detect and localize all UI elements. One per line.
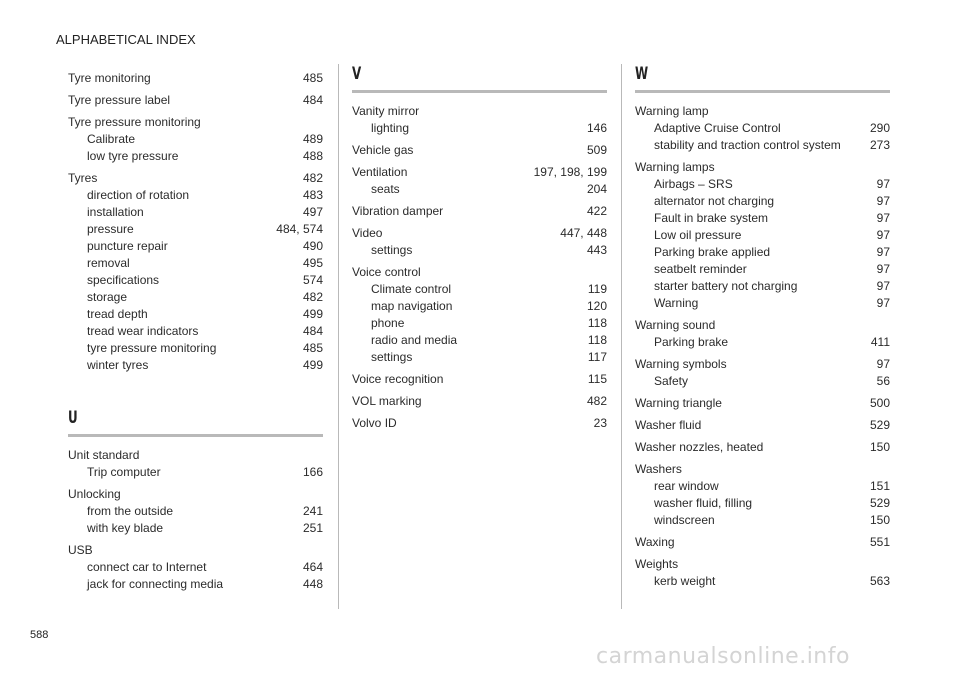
index-page-ref: 499 bbox=[302, 358, 323, 372]
index-subentry-row bbox=[635, 210, 890, 227]
index-subterm: Fault in brake system bbox=[654, 211, 769, 225]
index-term: USB bbox=[68, 543, 93, 557]
index-subterm: Climate control bbox=[371, 282, 452, 296]
index-term: Vibration damper bbox=[352, 204, 444, 218]
index-subterm: phone bbox=[371, 316, 405, 330]
index-subterm: tyre pressure monitoring bbox=[87, 341, 217, 355]
index-entry bbox=[635, 556, 890, 590]
index-entry bbox=[352, 371, 607, 388]
index-subentry-row bbox=[352, 298, 607, 315]
index-page-ref: 117 bbox=[587, 350, 607, 364]
index-page-ref: 120 bbox=[586, 299, 607, 313]
index-entry-row bbox=[352, 264, 607, 281]
index-entry-row bbox=[352, 142, 607, 159]
index-page-ref: 97 bbox=[876, 228, 890, 242]
index-entry-row bbox=[352, 203, 607, 220]
index-subterm: washer fluid, filling bbox=[654, 496, 753, 510]
index-page-ref: 118 bbox=[587, 333, 607, 347]
index-page-ref: 529 bbox=[869, 496, 890, 510]
index-entry bbox=[68, 486, 323, 537]
index-subterm: Calibrate bbox=[87, 132, 136, 146]
index-page-ref: 251 bbox=[302, 521, 323, 535]
index-subentry-row bbox=[635, 512, 890, 529]
index-term: Volvo ID bbox=[352, 416, 397, 430]
section-letter: U bbox=[68, 408, 78, 428]
index-page-ref: 166 bbox=[302, 465, 323, 479]
index-page-ref: 488 bbox=[302, 149, 323, 163]
index-entry bbox=[352, 264, 607, 366]
index-term: Warning lamps bbox=[635, 160, 715, 174]
index-column-3 bbox=[635, 64, 890, 590]
index-page-ref: 23 bbox=[593, 416, 607, 430]
index-subentry-row bbox=[635, 278, 890, 295]
index-subterm: Airbags – SRS bbox=[654, 177, 733, 191]
index-subentry-row bbox=[68, 357, 323, 374]
index-page-ref: 115 bbox=[587, 372, 607, 386]
index-subentry-row bbox=[68, 255, 323, 272]
index-subentry-row bbox=[352, 281, 607, 298]
index-entry bbox=[635, 417, 890, 434]
index-term: Video bbox=[352, 226, 383, 240]
index-page-ref: 484 bbox=[302, 324, 323, 338]
index-subentry-row bbox=[352, 315, 607, 332]
index-subentry-row bbox=[352, 120, 607, 137]
index-subterm: seatbelt reminder bbox=[654, 262, 747, 276]
page-header-title: ALPHABETICAL INDEX bbox=[56, 32, 196, 47]
index-subterm: from the outside bbox=[87, 504, 174, 518]
index-subentry-row bbox=[68, 340, 323, 357]
index-subterm: map navigation bbox=[371, 299, 453, 313]
index-entry-row bbox=[635, 159, 890, 176]
index-page-ref: 499 bbox=[302, 307, 323, 321]
index-page-ref: 150 bbox=[869, 440, 890, 454]
index-page-ref: 97 bbox=[876, 177, 890, 191]
index-entry bbox=[635, 103, 890, 154]
index-term: Tyre pressure label bbox=[68, 93, 171, 107]
index-page-ref: 551 bbox=[869, 535, 890, 549]
index-page-ref: 97 bbox=[876, 262, 890, 276]
index-page-ref: 482 bbox=[586, 394, 607, 408]
index-page-ref: 97 bbox=[876, 245, 890, 259]
index-term: Tyre pressure monitoring bbox=[68, 115, 201, 129]
index-page-ref: 484 bbox=[302, 93, 323, 107]
index-subterm: storage bbox=[87, 290, 128, 304]
index-subterm: winter tyres bbox=[87, 358, 149, 372]
index-subentry-row bbox=[68, 576, 323, 593]
index-entry-row bbox=[68, 114, 323, 131]
index-subterm: jack for connecting media bbox=[87, 577, 224, 591]
index-column-1 bbox=[68, 70, 323, 593]
section-rule bbox=[352, 90, 607, 93]
index-entry bbox=[635, 439, 890, 456]
index-subterm: settings bbox=[371, 243, 413, 257]
index-entry bbox=[635, 317, 890, 351]
index-subentry-row bbox=[635, 244, 890, 261]
index-term: Vanity mirror bbox=[352, 104, 420, 118]
index-entry-row bbox=[635, 317, 890, 334]
index-entry bbox=[352, 415, 607, 432]
index-subterm: low tyre pressure bbox=[87, 149, 179, 163]
index-page-ref: 447, 448 bbox=[560, 226, 607, 240]
index-entry bbox=[352, 164, 607, 198]
index-page-ref: 290 bbox=[869, 121, 890, 135]
index-subterm: Trip computer bbox=[87, 465, 161, 479]
index-entry-row bbox=[352, 371, 607, 388]
index-entry-row bbox=[68, 486, 323, 503]
index-entry bbox=[68, 170, 323, 374]
index-subentry-row bbox=[635, 193, 890, 210]
index-term: Warning symbols bbox=[635, 357, 727, 371]
section-letter: V bbox=[352, 64, 362, 84]
index-term: VOL marking bbox=[352, 394, 422, 408]
index-subentry-row bbox=[352, 181, 607, 198]
index-term: Washer nozzles, heated bbox=[635, 440, 764, 454]
index-term: Waxing bbox=[635, 535, 675, 549]
index-subentry-row bbox=[68, 323, 323, 340]
index-entry bbox=[352, 225, 607, 259]
index-subentry-row bbox=[635, 120, 890, 137]
index-page-ref: 204 bbox=[586, 182, 607, 196]
index-subentry-row bbox=[68, 131, 323, 148]
index-page-ref: 197, 198, 199 bbox=[533, 165, 607, 179]
index-subentry-row bbox=[68, 464, 323, 481]
index-subentry-row bbox=[635, 334, 890, 351]
index-term: Ventilation bbox=[352, 165, 408, 179]
index-page-ref: 497 bbox=[302, 205, 323, 219]
index-page-ref: 489 bbox=[302, 132, 323, 146]
index-entry-row bbox=[635, 356, 890, 373]
index-entry-row bbox=[635, 534, 890, 551]
index-page-ref: 273 bbox=[869, 138, 890, 152]
index-entry bbox=[68, 447, 323, 481]
index-subentry-row bbox=[68, 272, 323, 289]
index-subterm: with key blade bbox=[87, 521, 164, 535]
index-page-ref: 485 bbox=[302, 341, 323, 355]
index-term: Warning lamp bbox=[635, 104, 709, 118]
index-page-ref: 241 bbox=[302, 504, 323, 518]
index-term: Washers bbox=[635, 462, 682, 476]
index-entry-row bbox=[635, 395, 890, 412]
index-subentry-row bbox=[352, 349, 607, 366]
index-entry bbox=[635, 159, 890, 312]
index-page-ref: 484, 574 bbox=[276, 222, 323, 236]
index-entry bbox=[635, 534, 890, 551]
index-term: Vehicle gas bbox=[352, 143, 414, 157]
index-term: Weights bbox=[635, 557, 679, 571]
index-subterm: specifications bbox=[87, 273, 160, 287]
index-term: Warning sound bbox=[635, 318, 716, 332]
index-entry bbox=[352, 103, 607, 137]
index-page-ref: 563 bbox=[869, 574, 890, 588]
index-entry-row bbox=[635, 439, 890, 456]
index-subterm: alternator not charging bbox=[654, 194, 775, 208]
index-entry-row bbox=[352, 103, 607, 120]
index-subentry-row bbox=[68, 238, 323, 255]
index-subterm: Safety bbox=[654, 374, 689, 388]
index-entry-row bbox=[352, 164, 607, 181]
index-subterm: installation bbox=[87, 205, 144, 219]
index-subterm: Adaptive Cruise Control bbox=[654, 121, 781, 135]
index-entry bbox=[635, 395, 890, 412]
column-divider bbox=[338, 64, 339, 609]
index-term: Voice control bbox=[352, 265, 421, 279]
index-page-ref: 483 bbox=[302, 188, 323, 202]
index-subterm: stability and traction control system bbox=[654, 138, 841, 152]
index-column-2 bbox=[352, 64, 607, 432]
index-subentry-row bbox=[635, 227, 890, 244]
index-page-ref: 97 bbox=[876, 194, 890, 208]
index-subentry-row bbox=[68, 306, 323, 323]
index-page-ref: 97 bbox=[876, 279, 890, 293]
section-rule bbox=[635, 90, 890, 93]
index-page-ref: 151 bbox=[869, 479, 890, 493]
index-subterm: puncture repair bbox=[87, 239, 168, 253]
index-entry bbox=[68, 92, 323, 109]
index-page-ref: 464 bbox=[302, 560, 323, 574]
index-page-ref: 150 bbox=[869, 513, 890, 527]
index-subterm: lighting bbox=[371, 121, 410, 135]
index-subterm: direction of rotation bbox=[87, 188, 190, 202]
index-term: Voice recognition bbox=[352, 372, 444, 386]
index-term: Washer fluid bbox=[635, 418, 702, 432]
index-subterm: radio and media bbox=[371, 333, 458, 347]
index-subentry-row bbox=[635, 478, 890, 495]
index-subentry-row bbox=[635, 573, 890, 590]
index-page-ref: 490 bbox=[302, 239, 323, 253]
index-entry-row bbox=[68, 92, 323, 109]
index-entry-row bbox=[635, 461, 890, 478]
index-page-ref: 482 bbox=[302, 171, 323, 185]
index-entry-row bbox=[68, 170, 323, 187]
index-subentry-row bbox=[68, 148, 323, 165]
index-entry-row bbox=[635, 556, 890, 573]
index-entry bbox=[635, 461, 890, 529]
index-term: Tyres bbox=[68, 171, 98, 185]
index-subterm: windscreen bbox=[654, 513, 715, 527]
index-page-ref: 118 bbox=[587, 316, 607, 330]
index-page-ref: 411 bbox=[870, 335, 890, 349]
index-entry bbox=[68, 542, 323, 593]
index-subentry-row bbox=[68, 221, 323, 238]
index-entry-row bbox=[635, 417, 890, 434]
index-page-ref: 56 bbox=[876, 374, 890, 388]
index-subterm: rear window bbox=[654, 479, 719, 493]
index-entry-row bbox=[352, 225, 607, 242]
index-subterm: starter battery not charging bbox=[654, 279, 798, 293]
index-entry bbox=[352, 203, 607, 220]
letter-section bbox=[635, 64, 890, 590]
index-page-ref: 97 bbox=[876, 357, 890, 371]
index-subentry-row bbox=[352, 242, 607, 259]
index-subterm: seats bbox=[371, 182, 400, 196]
index-subterm: Parking brake bbox=[654, 335, 729, 349]
index-page-ref: 500 bbox=[869, 396, 890, 410]
index-subentry-row bbox=[68, 559, 323, 576]
index-entry bbox=[352, 142, 607, 159]
index-term: Unit standard bbox=[68, 448, 140, 462]
index-entry-row bbox=[68, 447, 323, 464]
index-page-ref: 529 bbox=[869, 418, 890, 432]
index-page-ref: 495 bbox=[302, 256, 323, 270]
index-term: Tyre monitoring bbox=[68, 71, 151, 85]
letter-section bbox=[352, 64, 607, 432]
index-subentry-row bbox=[68, 520, 323, 537]
index-subterm: Warning bbox=[654, 296, 699, 310]
index-entry-row bbox=[68, 542, 323, 559]
index-subterm: Parking brake applied bbox=[654, 245, 771, 259]
index-subentry-row bbox=[635, 295, 890, 312]
index-entry bbox=[68, 70, 323, 87]
index-subterm: settings bbox=[371, 350, 413, 364]
index-subentry-row bbox=[68, 187, 323, 204]
index-page-ref: 443 bbox=[586, 243, 607, 257]
index-page-ref: 146 bbox=[586, 121, 607, 135]
index-subentry-row bbox=[68, 204, 323, 221]
index-page-ref: 509 bbox=[586, 143, 607, 157]
page-number: 588 bbox=[30, 629, 49, 641]
index-entry-row bbox=[352, 415, 607, 432]
index-subterm: Low oil pressure bbox=[654, 228, 742, 242]
index-entry-row bbox=[635, 103, 890, 120]
index-subentry-row bbox=[352, 332, 607, 349]
index-page-ref: 574 bbox=[302, 273, 323, 287]
letter-section bbox=[68, 70, 323, 374]
index-subentry-row bbox=[68, 289, 323, 306]
index-subentry-row bbox=[68, 503, 323, 520]
index-entry bbox=[352, 393, 607, 410]
index-subterm: kerb weight bbox=[654, 574, 716, 588]
index-subterm: pressure bbox=[87, 222, 134, 236]
watermark: carmanualsonline.info bbox=[596, 644, 850, 669]
index-page-ref: 485 bbox=[302, 71, 323, 85]
section-letter: W bbox=[635, 64, 649, 84]
index-term: Unlocking bbox=[68, 487, 121, 501]
index-page-ref: 97 bbox=[876, 296, 890, 310]
index-entry bbox=[635, 356, 890, 390]
index-page-ref: 482 bbox=[302, 290, 323, 304]
column-divider bbox=[621, 64, 622, 609]
index-subentry-row bbox=[635, 176, 890, 193]
index-entry-row bbox=[68, 70, 323, 87]
index-subterm: tread wear indicators bbox=[87, 324, 199, 338]
index-term: Warning triangle bbox=[635, 396, 722, 410]
index-page-ref: 119 bbox=[587, 282, 607, 296]
index-page-ref: 422 bbox=[586, 204, 607, 218]
index-subentry-row bbox=[635, 495, 890, 512]
index-page-ref: 448 bbox=[302, 577, 323, 591]
index-subterm: connect car to Internet bbox=[87, 560, 207, 574]
index-subentry-row bbox=[635, 261, 890, 278]
index-subterm: tread depth bbox=[87, 307, 148, 321]
index-subentry-row bbox=[635, 137, 890, 154]
index-subentry-row bbox=[635, 373, 890, 390]
index-entry bbox=[68, 114, 323, 165]
index-page-ref: 97 bbox=[876, 211, 890, 225]
letter-section bbox=[68, 408, 323, 593]
index-subterm: removal bbox=[87, 256, 130, 270]
section-rule bbox=[68, 434, 323, 437]
index-entry-row bbox=[352, 393, 607, 410]
